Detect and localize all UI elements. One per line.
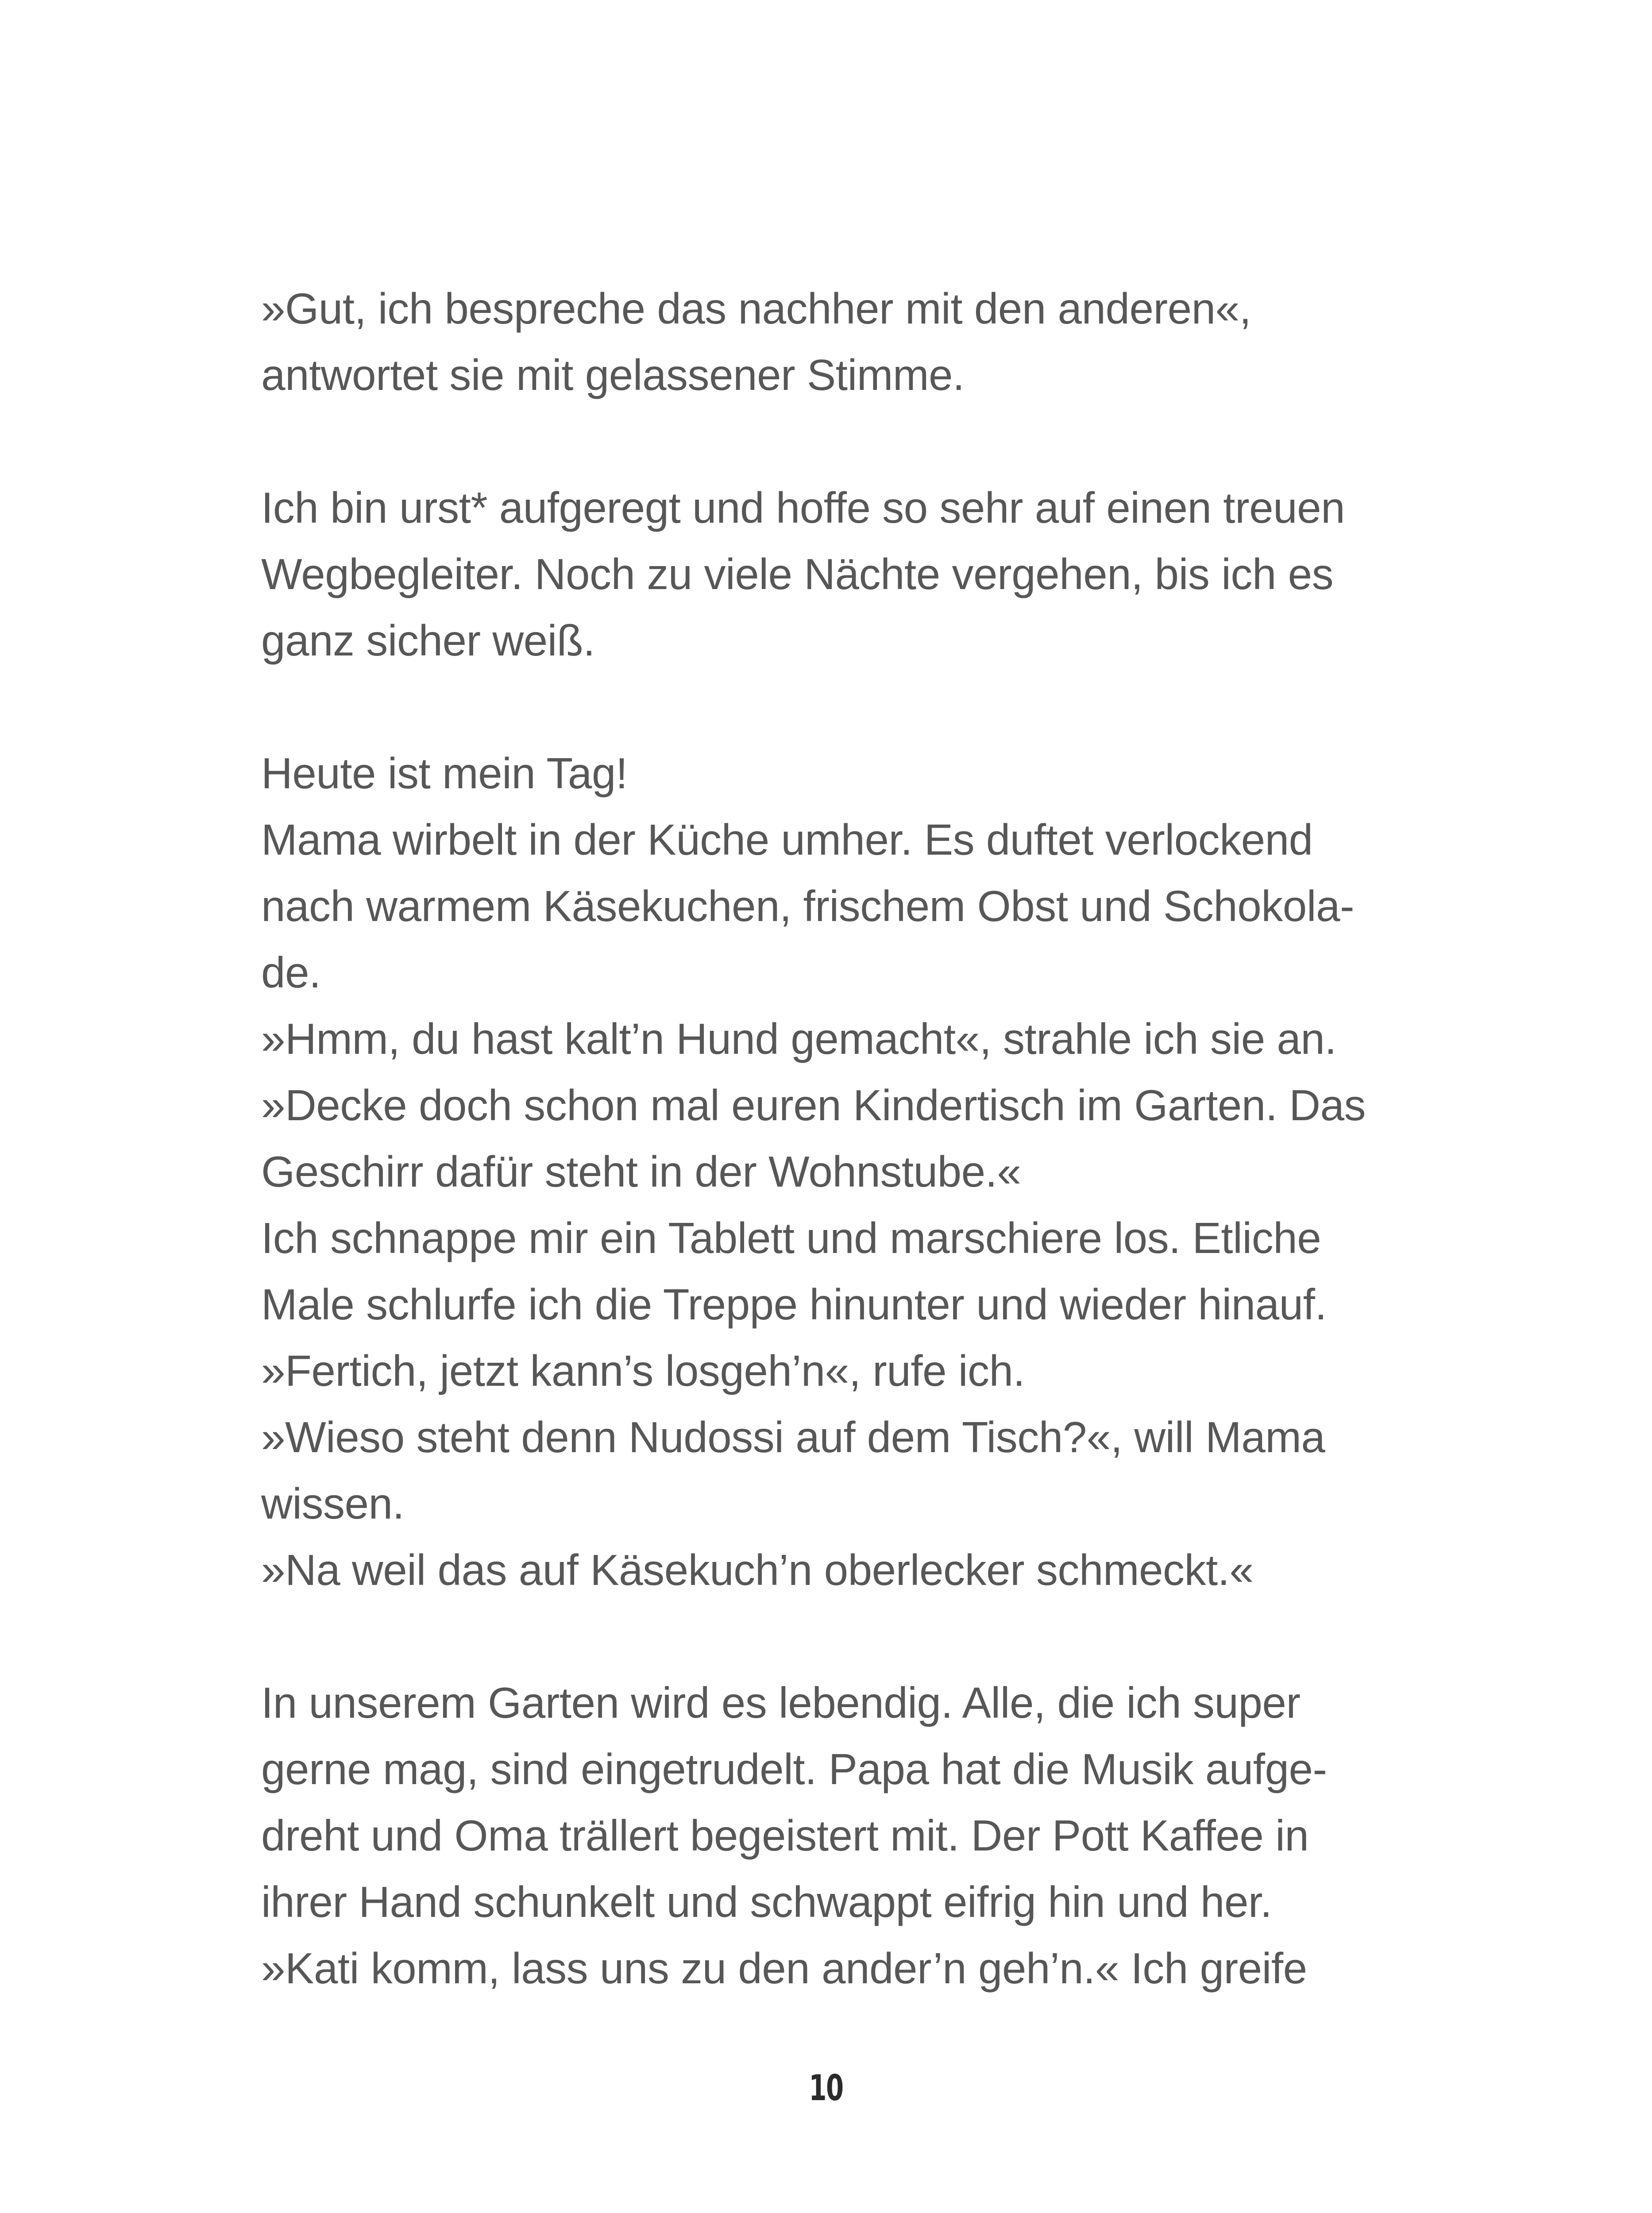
text-line: gerne mag, sind eingetrudelt. Papa hat die Musik aufge- bbox=[261, 1745, 1327, 1793]
text-line: Male schlurfe ich die Treppe hinunter und wieder hinauf. bbox=[261, 1280, 1327, 1329]
text-line: Ich bin urst* aufgeregt und hoffe so sehr auf einen treuen bbox=[261, 483, 1345, 532]
text-line: Ich schnappe mir ein Tablett und marschiere los. Etliche bbox=[261, 1214, 1321, 1262]
text-line: dreht und Oma trällert begeistert mit. Der Pott Kaffee in bbox=[261, 1811, 1309, 1860]
text-line: In unserem Garten wird es lebendig. Alle, die ich super bbox=[261, 1678, 1301, 1727]
paragraph-gap bbox=[261, 674, 1394, 740]
page-number: 10 bbox=[809, 2067, 843, 2109]
text-line: wissen. bbox=[261, 1479, 405, 1528]
text-line: »Gut, ich bespreche das nachher mit den anderen«, bbox=[261, 284, 1251, 333]
text-line: ihrer Hand schunkelt und schwappt eifrig hin und her. bbox=[261, 1878, 1272, 1926]
text-line: »Kati komm, lass uns zu den ander’n geh’n.« Ich greife bbox=[261, 1944, 1307, 1993]
text-line: »Wieso steht denn Nudossi auf dem Tisch?«, will Mama bbox=[261, 1413, 1325, 1461]
text-line: »Fertich, jetzt kann’s losgeh’n«, rufe ich. bbox=[261, 1346, 1025, 1395]
text-line: antwortet sie mit gelassener Stimme. bbox=[261, 351, 965, 399]
text-line: »Na weil das auf Käsekuch’n oberlecker schmeckt.« bbox=[261, 1546, 1254, 1594]
text-line: Wegbegleiter. Noch zu viele Nächte vergehen, bis ich es bbox=[261, 550, 1334, 598]
text-line: nach warmem Käsekuchen, frischem Obst und Schokola- bbox=[261, 882, 1355, 930]
paragraph-gap bbox=[261, 1603, 1394, 1669]
paragraph-gap bbox=[261, 408, 1394, 474]
text-line: »Hmm, du hast kalt’n Hund gemacht«, strahle ich sie an. bbox=[261, 1014, 1337, 1063]
text-line: de. bbox=[261, 948, 321, 997]
text-line: Mama wirbelt in der Küche umher. Es duftet verlockend bbox=[261, 815, 1313, 864]
text-line: Heute ist mein Tag! bbox=[261, 749, 628, 798]
body-text bbox=[261, 275, 1394, 2001]
text-line: Geschirr dafür steht in der Wohnstube.« bbox=[261, 1147, 1021, 1196]
text-line: »Decke doch schon mal euren Kindertisch im Garten. Das bbox=[261, 1081, 1366, 1130]
text-line: ganz sicher weiß. bbox=[261, 616, 595, 665]
